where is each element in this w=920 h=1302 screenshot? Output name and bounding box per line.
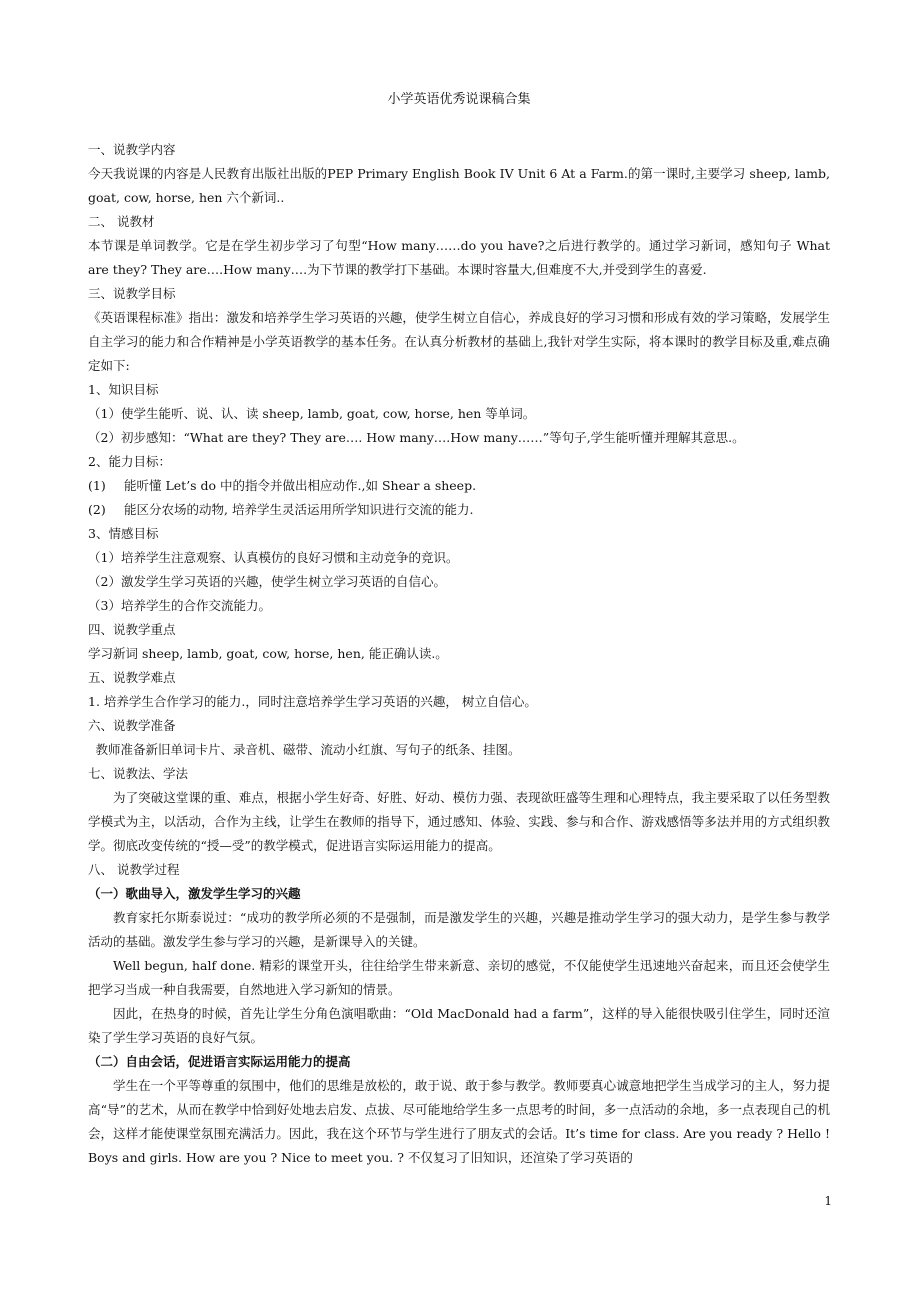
section-heading-1: 一、说教学内容: [88, 142, 176, 157]
page-number: 1: [824, 1194, 832, 1208]
section-text-6: 教师准备新旧单词卡片、录音机、磁带、流动小红旗、写句子的纸条、挂图。: [95, 742, 521, 757]
goal-item: （3）培养学生的合作交流能力。: [88, 598, 271, 613]
section-text-4: 学习新词 sheep, lamb, goat, cow, horse, hen, 能正确认读.。: [88, 646, 448, 661]
goal-item: （1）培养学生注意观察、认真模仿的良好习惯和主动竞争的竞识。: [88, 550, 459, 565]
section-text-2: 本节课是单词教学。它是在学生初步学习了句型“How many……do you have?之后进行教学的。通过学习新词，感知句子 What are they? They are….How many….为下节课的教学打下基础。本课时容量大,但难度不大,并受到学生的喜爱.: [88, 238, 830, 277]
section-heading-6: 六、说教学准备: [88, 718, 176, 733]
goal-item: （2）激发学生学习英语的兴趣，使学生树立学习英语的自信心。: [88, 574, 446, 589]
section-text-1: 今天我说课的内容是人民教育出版社出版的PEP Primary English Book IV Unit 6 At a Farm.的第一课时,主要学习 sheep, lamb, goat, cow, horse, hen 六个新词..: [88, 166, 830, 205]
item-number: (1): [88, 478, 106, 493]
item-number: (2): [88, 502, 106, 517]
document-title: 小学英语优秀说课稿合集: [387, 92, 531, 107]
goal-heading-ability: 2、能力目标：: [88, 454, 171, 469]
goal-item: [88, 498, 830, 522]
section-heading-8: 八、 说教学过程: [88, 862, 180, 877]
process-heading-2: （二）自由会话，促进语言实际运用能力的提高: [88, 1054, 351, 1069]
section-heading-2: 二、 说教材: [88, 214, 155, 229]
section-text-7: 为了突破这堂课的重、难点，根据小学生好奇、好胜、好动、模仿力强、表现欲旺盛等生理和心理特点，我主要采取了以任务型教学模式为主，以活动，合作为主线，让学生在教师的指导下，通过感知、体验、实践、参与和合作、游戏感悟等多法并用的方式组织教学。彻底改变传统的“授—受”的教学模式，促进语言实际运用能力的提高。: [88, 790, 830, 853]
section-text-5: 1. 培养学生合作学习的能力.，同时注意培养学生学习英语的兴趣， 树立自信心。: [88, 694, 537, 709]
item-text: 能听懂 Let’s do 中的指令并做出相应动作.,如 Shear a sheep.: [124, 478, 477, 493]
process-text: 学生在一个平等尊重的氛围中，他们的思维是放松的，敢于说、敢于参与教学。教师要真心诚意地把学生当成学习的主人，努力提高“导”的艺术，从而在教学中恰到好处地去启发、点拔、尽可能地给学生多一点思考的时间，多一点活动的余地，多一点表现自己的机会，这样才能使课堂氛围充满活力。因此，我在这个环节与学生进行了朋友式的会话。It’s time for class. Are you ready ? Hello ! Boys and girls. How are you ? Nice to meet you. ? 不仅复习了旧知识，还渲染了学习英语的: [88, 1078, 830, 1165]
section-heading-4: 四、说教学重点: [88, 622, 176, 637]
goal-item: （1）使学生能听、说、认、读 sheep, lamb, goat, cow, horse, hen 等单词。: [88, 406, 536, 421]
section-heading-7: 七、说教法、学法: [88, 766, 189, 781]
section-text-3: 《英语课程标准》指出：激发和培养学生学习英语的兴趣，使学生树立自信心，养成良好的学习习惯和形成有效的学习策略，发展学生自主学习的能力和合作精神是小学英语教学的基本任务。在认真分析教材的基础上,我针对学生实际，将本课时的教学目标及重,难点确定如下:: [88, 310, 830, 373]
section-heading-3: 三、说教学目标: [88, 286, 176, 301]
process-text: 因此，在热身的时候，首先让学生分角色演唱歌曲：“Old MacDonald had a farm”，这样的导入能很快吸引住学生，同时还渲染了学生学习英语的良好气氛。: [88, 1006, 830, 1045]
section-heading-5: 五、说教学难点: [88, 670, 176, 685]
goal-heading-knowledge: 1、知识目标: [88, 382, 159, 397]
goal-heading-emotion: 3、情感目标: [88, 526, 159, 541]
goal-item: [88, 474, 830, 498]
goal-item: （2）初步感知：“What are they? They are…. How many….How many……”等句子,学生能听懂并理解其意思.。: [88, 430, 745, 445]
process-text: Well begun, half done. 精彩的课堂开头，往往给学生带来新意、亲切的感觉，不仅能使学生迅速地兴奋起来，而且还会使学生把学习当成一种自我需要，自然地进入学习新知的情景。: [88, 958, 830, 997]
item-text: 能区分农场的动物, 培养学生灵活运用所学知识进行交流的能力.: [124, 502, 474, 517]
process-heading-1: （一）歌曲导入，激发学生学习的兴趣: [88, 886, 301, 901]
process-text: 教育家托尔斯泰说过：“成功的教学所必须的不是强制，而是激发学生的兴趣，兴趣是推动学生学习的强大动力，是学生参与教学活动的基础。激发学生参与学习的兴趣，是新课导入的关键。: [88, 910, 830, 949]
